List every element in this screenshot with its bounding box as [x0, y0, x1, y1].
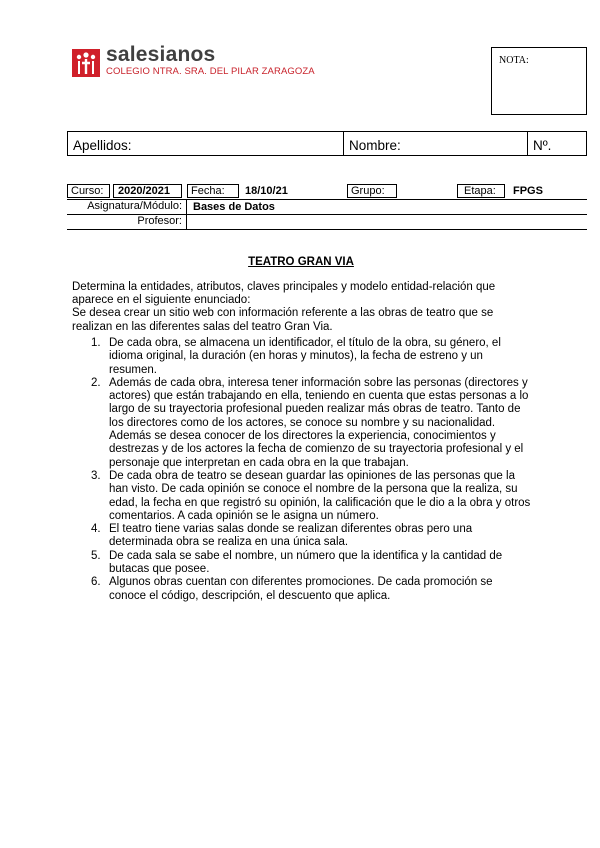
list-item: 2. Además de cada obra, interesa tener información sobre las personas (directores y actores) que están trabajando en ella, teniendo en cuenta que estas personas a lo largo de su trayectoria profesional pueden realizar más obras de teatro. Tanto de los directores como de los actores, se conoce su nombre y su nacionalidad. Además se desea conocer de los directores la experiencia, conocimientos y destrezas y de los actores la fecha de comienzo de su trayectoria profesional y el personaje que interpretan en cada obra en la que trabajan. — [91, 376, 529, 469]
school-logo — [72, 45, 315, 79]
grupo-label: Grupo: — [347, 184, 397, 198]
grade-label: NOTA: — [499, 55, 529, 66]
logo-subtitle: COLEGIO NTRA. SRA. DEL PILAR ZARAGOZA — [106, 66, 315, 77]
name-label: Nombre: — [349, 138, 401, 153]
list-item: 1. De cada obra, se almacena un identificador, el título de la obra, su género, el idioma original, la duración (en horas y minutos), la fecha de estreno y un resumen. — [91, 337, 501, 376]
list-item: 6. Algunos obras cuentan con diferentes promociones. De cada promoción se conoce el código, descripción, el descuento que aplica. — [91, 576, 493, 602]
asignatura-label: Asignatura/Módulo: — [67, 200, 187, 214]
intro-paragraph-1: Determina la entidades, atributos, claves principales y modelo entidad-relación que aparece en el siguiente enunciado: — [72, 281, 496, 307]
requirements-list — [72, 337, 532, 603]
etapa-value: FPGS — [513, 185, 543, 197]
name-field[interactable] — [344, 132, 528, 155]
list-item: 3. De cada obra de teatro se desean guardar las opiniones de las personas que la han visto. De cada opinión se conoce el nombre de la persona que la realiza, su edad, la fecha en que registró su opinión, la calificación que le dio a la obra y otros comentarios. A cada opinión se le asigna un número. — [91, 469, 531, 522]
list-item: 4. El teatro tiene varias salas donde se realizan diferentes obras pero una determinada obra se realiza en una única sala. — [91, 523, 473, 549]
fecha-label: Fecha: — [187, 184, 239, 198]
course-info-table — [67, 183, 587, 230]
curso-value: 2020/2021 — [113, 184, 182, 198]
surname-field[interactable] — [68, 132, 344, 155]
logo-title: salesianos — [106, 43, 216, 66]
curso-label: Curso: — [67, 184, 110, 198]
intro-paragraph-2: Se desea crear un sitio web con información referente a las obras de teatro que se realizan en las diferentes salas del teatro Gran Via. — [72, 307, 494, 333]
number-label: Nº. — [533, 138, 552, 153]
number-field[interactable] — [528, 132, 586, 155]
student-info-row — [67, 131, 587, 156]
profesor-label: Profesor: — [67, 215, 187, 229]
course-row — [67, 183, 587, 199]
surname-label: Apellidos: — [73, 138, 132, 153]
exercise-title: TEATRO GRAN VIA — [248, 256, 354, 268]
asignatura-value: Bases de Datos — [193, 201, 275, 213]
fecha-value: 18/10/21 — [245, 185, 288, 197]
exercise-intro — [72, 281, 532, 334]
etapa-label: Etapa: — [457, 184, 505, 198]
grade-box[interactable] — [491, 47, 587, 115]
teacher-row — [67, 214, 587, 230]
salesianos-logo-icon — [72, 49, 100, 77]
subject-row — [67, 199, 587, 214]
list-item: 5. De cada sala se sabe el nombre, un número que la identifica y la cantidad de butacas que posee. — [91, 549, 503, 576]
